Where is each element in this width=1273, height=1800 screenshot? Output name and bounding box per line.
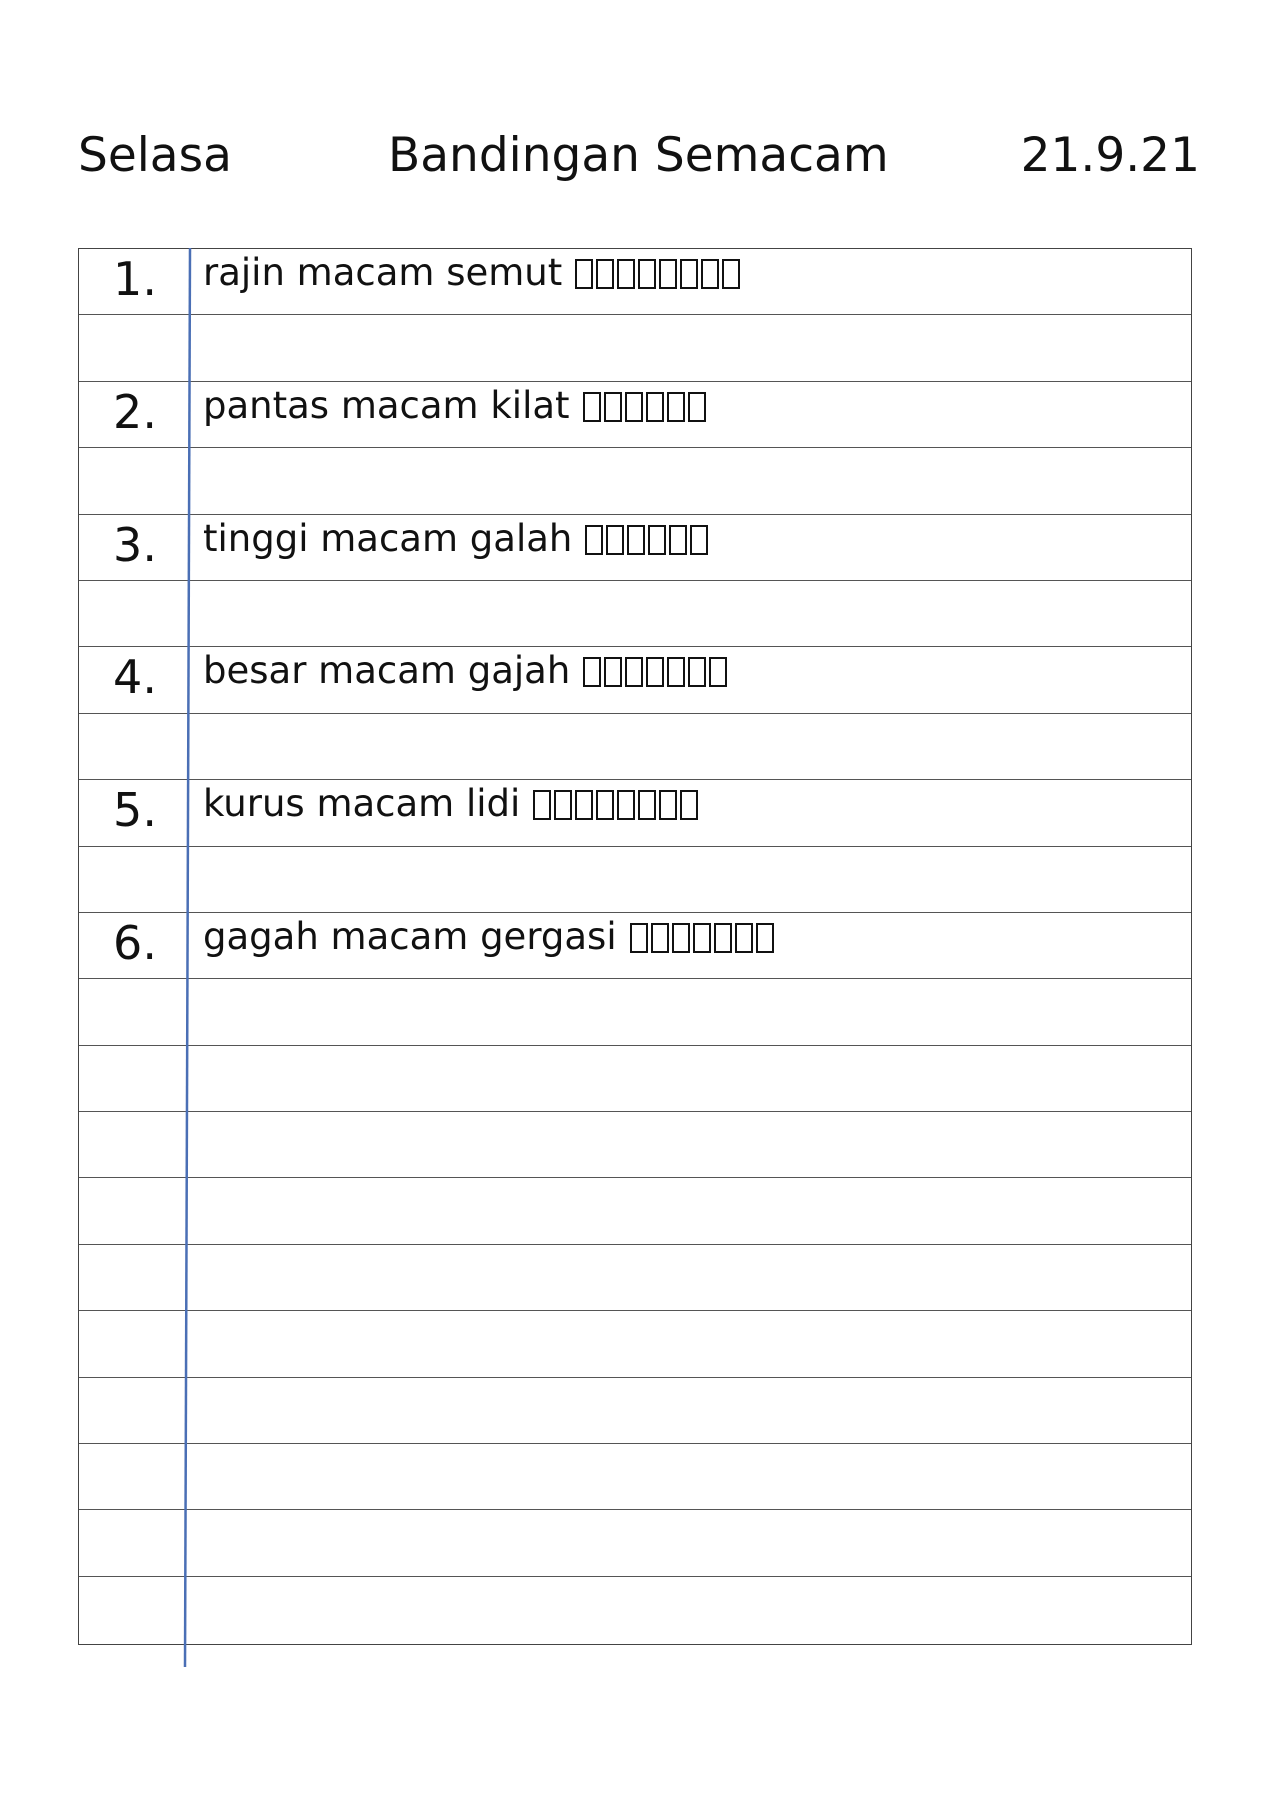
ruled-row	[79, 913, 1191, 979]
row-text-label: besar macam gajah	[203, 649, 571, 693]
missing-glyph-box	[672, 923, 690, 953]
row-number: 3.	[113, 517, 157, 572]
unrendered-glyphs	[520, 782, 698, 825]
row-text	[203, 647, 727, 695]
ruled-row	[79, 515, 1191, 581]
header-day: Selasa	[78, 128, 232, 183]
ruled-sheet	[78, 248, 1192, 1645]
missing-glyph-box	[617, 259, 635, 289]
missing-glyph-box	[667, 392, 685, 422]
ruled-row	[79, 249, 1191, 315]
ruled-row	[79, 780, 1191, 846]
missing-glyph-box	[669, 525, 687, 555]
missing-glyph-box	[554, 790, 572, 820]
missing-glyph-box	[585, 525, 603, 555]
ruled-row	[79, 382, 1191, 448]
missing-glyph-box	[617, 790, 635, 820]
ruled-row	[79, 979, 1191, 1045]
ruled-rows	[79, 249, 1191, 1644]
missing-glyph-box	[688, 392, 706, 422]
row-text	[203, 780, 698, 828]
missing-glyph-box	[659, 790, 677, 820]
missing-glyph-box	[680, 259, 698, 289]
unrendered-glyphs	[570, 649, 727, 692]
ruled-row	[79, 1311, 1191, 1377]
missing-glyph-box	[722, 259, 740, 289]
missing-glyph-box	[596, 790, 614, 820]
missing-glyph-box	[630, 923, 648, 953]
ruled-row	[79, 581, 1191, 647]
missing-glyph-box	[575, 790, 593, 820]
missing-glyph-box	[638, 790, 656, 820]
missing-glyph-box	[646, 657, 664, 687]
missing-glyph-box	[583, 657, 601, 687]
missing-glyph-box	[693, 923, 711, 953]
row-text-label: gagah macam gergasi	[203, 914, 617, 958]
header-date: 21.9.21	[1020, 128, 1200, 183]
missing-glyph-box	[688, 657, 706, 687]
missing-glyph-box	[648, 525, 666, 555]
missing-glyph-box	[627, 525, 645, 555]
row-text	[203, 515, 708, 563]
unrendered-glyphs	[562, 251, 740, 294]
row-text-label: rajin macam semut	[203, 251, 563, 294]
row-text-label: tinggi macam galah	[203, 516, 573, 560]
missing-glyph-box	[533, 790, 551, 820]
ruled-row	[79, 1245, 1191, 1311]
ruled-row	[79, 448, 1191, 514]
missing-glyph-box	[596, 259, 614, 289]
ruled-row	[79, 647, 1191, 713]
row-number: 1.	[113, 252, 157, 306]
missing-glyph-box	[701, 259, 719, 289]
ruled-row	[79, 1577, 1191, 1643]
ruled-row	[79, 1378, 1191, 1444]
unrendered-glyphs	[570, 384, 706, 427]
missing-glyph-box	[638, 259, 656, 289]
missing-glyph-box	[659, 259, 677, 289]
missing-glyph-box	[583, 392, 601, 422]
missing-glyph-box	[625, 392, 643, 422]
ruled-row	[79, 714, 1191, 780]
row-number: 4.	[113, 650, 157, 705]
row-text-label: pantas macam kilat	[203, 383, 570, 427]
unrendered-glyphs	[572, 517, 708, 560]
missing-glyph-box	[735, 923, 753, 953]
unrendered-glyphs	[617, 915, 774, 958]
ruled-row	[79, 315, 1191, 381]
missing-glyph-box	[709, 657, 727, 687]
ruled-row	[79, 1510, 1191, 1576]
row-text	[203, 249, 740, 297]
missing-glyph-box	[680, 790, 698, 820]
page-title: Bandingan Semacam	[388, 128, 889, 183]
ruled-row	[79, 847, 1191, 913]
ruled-row	[79, 1112, 1191, 1178]
missing-glyph-box	[606, 525, 624, 555]
missing-glyph-box	[667, 657, 685, 687]
missing-glyph-box	[575, 259, 593, 289]
missing-glyph-box	[646, 392, 664, 422]
row-text	[203, 382, 706, 430]
missing-glyph-box	[756, 923, 774, 953]
missing-glyph-box	[651, 923, 669, 953]
missing-glyph-box	[625, 657, 643, 687]
row-number: 2.	[113, 384, 157, 439]
row-number: 6.	[113, 915, 157, 970]
row-text-label: kurus macam lidi	[203, 782, 521, 826]
row-text	[203, 913, 774, 961]
row-number: 5.	[113, 783, 157, 838]
missing-glyph-box	[604, 392, 622, 422]
page-header	[78, 128, 1200, 184]
ruled-row	[79, 1046, 1191, 1112]
missing-glyph-box	[690, 525, 708, 555]
missing-glyph-box	[604, 657, 622, 687]
ruled-row	[79, 1444, 1191, 1510]
missing-glyph-box	[714, 923, 732, 953]
ruled-row	[79, 1178, 1191, 1244]
